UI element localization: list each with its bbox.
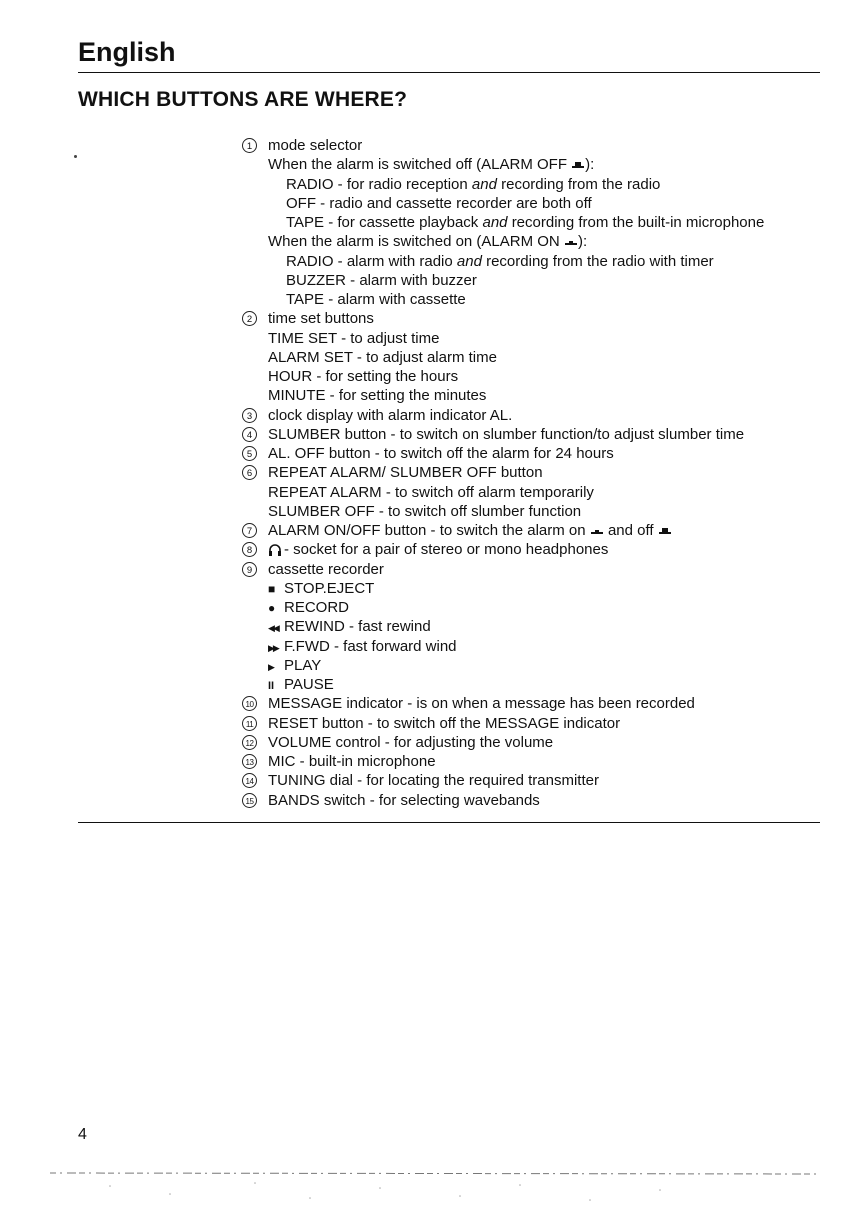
ffwd-text: F.FWD - fast forward wind	[284, 637, 457, 655]
minute-text: MINUTE - for setting the minutes	[268, 387, 487, 405]
sub-item	[242, 252, 842, 271]
list-item-11	[242, 714, 842, 733]
item-label-7: ALARM ON/OFF button - to switch the alarm on	[268, 522, 586, 539]
item-number-3: 3	[242, 408, 257, 423]
sub-item: When the alarm is switched off (ALARM OFF ):	[268, 156, 595, 174]
list-item-10	[242, 694, 842, 713]
item-label-13: MIC - built-in microphone	[268, 753, 436, 770]
item-number-12: 12	[242, 735, 257, 750]
item-number-4: 4	[242, 427, 257, 442]
item-number-9: 9	[242, 562, 257, 577]
radio-off-text: RADIO - for radio reception	[286, 175, 468, 193]
sub-item	[242, 617, 842, 636]
hour-text: HOUR - for setting the hours	[268, 368, 459, 385]
tape-off-rest: recording from the built-in microphone	[511, 214, 765, 231]
list-item-3	[242, 406, 842, 425]
sub-item	[242, 175, 842, 194]
list-item-7	[242, 521, 842, 540]
slumber-off-text: SLUMBER OFF - to switch off slumber function	[268, 502, 582, 520]
sub-item	[242, 598, 842, 617]
sub-item	[242, 329, 842, 348]
rewind-icon: ◀◀	[268, 623, 278, 634]
tape-off-text: TAPE - for cassette playback	[286, 214, 479, 231]
alarm-set-text: ALARM SET - to adjust alarm time	[268, 348, 497, 366]
item-number-2: 2	[242, 311, 257, 326]
item-label-3: clock display with alarm indicator AL.	[268, 406, 513, 424]
item-number-7: 7	[242, 523, 257, 538]
language-heading: English	[78, 37, 176, 67]
item-number-15: 15	[242, 793, 257, 808]
radio-off-rest: recording from the radio	[501, 175, 661, 193]
stop-text: STOP.EJECT	[284, 579, 375, 597]
tape-on-text: TAPE - alarm with cassette	[286, 291, 466, 308]
play-text: PLAY	[284, 656, 322, 674]
scan-dot	[74, 155, 77, 158]
and-off-text: and off	[607, 522, 654, 539]
alarm-on-icon	[565, 239, 577, 245]
item-label-12: VOLUME control - for adjusting the volume	[268, 733, 554, 751]
scan-artifact	[50, 1168, 820, 1208]
sub-item	[242, 483, 842, 502]
page-number: 4	[78, 1126, 87, 1143]
item-number-11: 11	[242, 716, 257, 731]
off-off-text: OFF - radio and cassette recorder are both off	[286, 194, 592, 212]
sub-item	[242, 367, 842, 386]
buzzer-text: BUZZER - alarm with buzzer	[286, 271, 477, 289]
item-label-5: AL. OFF button - to switch off the alarm for 24 hours	[268, 445, 614, 462]
list-item-1	[242, 136, 842, 155]
list-item-9	[242, 560, 842, 579]
item-label-1: mode selector	[268, 137, 363, 154]
item-label-8: - socket for a pair of stereo or mono headphones	[284, 541, 609, 559]
alarm-off-icon	[659, 528, 671, 534]
item-label-15: BANDS switch - for selecting wavebands	[268, 791, 540, 809]
rewind-text: REWIND - fast rewind	[284, 618, 431, 636]
section-title: WHICH BUTTONS ARE WHERE?	[78, 88, 408, 111]
item-label-2: time set buttons	[268, 310, 374, 328]
radio-on-rest: recording from the radio with timer	[486, 252, 714, 270]
list-item-14	[242, 771, 842, 790]
list-item-4	[242, 425, 842, 444]
item-number-8: 8	[242, 542, 257, 557]
item-label-4: SLUMBER button - to switch on slumber function/to adjust slumber time	[268, 425, 745, 443]
emphasis-and: and	[456, 252, 482, 270]
item-number-5: 5	[242, 446, 257, 461]
sub-item	[242, 637, 842, 656]
stop-icon: ■	[268, 581, 276, 596]
play-icon: ▶	[268, 661, 275, 672]
record-icon: ●	[268, 601, 276, 615]
sub-item: When the alarm is switched on (ALARM ON ):	[268, 233, 588, 251]
sub-item	[242, 271, 842, 290]
item-number-10: 10	[242, 696, 257, 711]
item-number-1: 1	[242, 138, 257, 153]
sub-item	[242, 675, 842, 694]
page-header	[78, 34, 820, 70]
list-item-5	[242, 444, 842, 463]
item-label-6: REPEAT ALARM/ SLUMBER OFF button	[268, 464, 543, 482]
item-number-13: 13	[242, 754, 257, 769]
sub-item	[242, 194, 842, 213]
sub-item	[242, 579, 842, 598]
pause-icon: II	[268, 680, 275, 692]
radio-on-text: RADIO - alarm with radio	[286, 252, 453, 270]
record-text: RECORD	[284, 599, 350, 616]
alarm-off-icon	[572, 162, 584, 168]
sub-item	[242, 502, 842, 521]
item-number-14: 14	[242, 773, 257, 788]
fast-forward-icon: ▶▶	[268, 642, 278, 653]
sub-item	[242, 213, 842, 232]
list-item-13	[242, 752, 842, 771]
list-item-8	[242, 540, 842, 559]
item-label-9: cassette recorder	[268, 560, 384, 578]
item-number-6: 6	[242, 465, 257, 480]
emphasis-and: and	[471, 175, 497, 193]
alarm-on-icon	[591, 528, 603, 534]
button-legend-list	[242, 136, 842, 810]
item-label-14: TUNING dial - for locating the required transmitter	[268, 772, 599, 790]
list-item-15	[242, 791, 842, 810]
pause-text: PAUSE	[284, 676, 334, 693]
list-item-6	[242, 463, 842, 482]
alarm-on-intro: When the alarm is switched on (ALARM ON	[268, 233, 560, 251]
item-label-11: RESET button - to switch off the MESSAGE indicator	[268, 714, 621, 732]
list-item-12	[242, 733, 842, 752]
top-rule	[78, 72, 820, 73]
repeat-alarm-text: REPEAT ALARM - to switch off alarm temporarily	[268, 483, 594, 501]
emphasis-and: and	[482, 214, 508, 231]
sub-item	[242, 348, 842, 367]
time-set-text: TIME SET - to adjust time	[268, 329, 440, 347]
bottom-rule	[78, 822, 820, 823]
sub-item	[242, 656, 842, 675]
item-label-10: MESSAGE indicator - is on when a message has been recorded	[268, 695, 695, 713]
list-item-2	[242, 309, 842, 328]
sub-item	[242, 290, 842, 309]
sub-item	[242, 386, 842, 405]
alarm-off-intro: When the alarm is switched off (ALARM OFF	[268, 156, 567, 174]
